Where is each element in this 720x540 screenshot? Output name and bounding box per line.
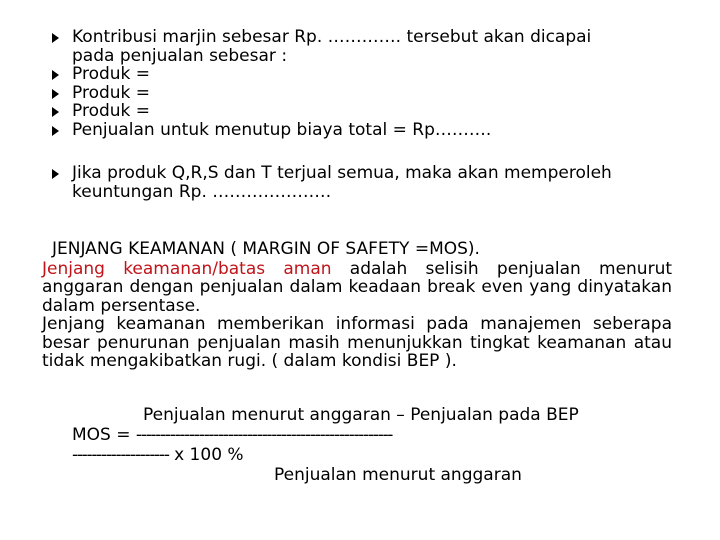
triangle-bullet-icon xyxy=(52,89,59,99)
list-item xyxy=(52,65,692,84)
triangle-bullet-icon xyxy=(52,107,59,117)
list-item xyxy=(52,102,692,121)
highlighted-term: Jenjang keamanan/batas aman xyxy=(42,258,332,279)
triangle-bullet-icon xyxy=(52,126,59,136)
definition-paragraph xyxy=(42,260,672,316)
formula-fraction-line xyxy=(72,425,692,445)
formula-prefix: MOS = xyxy=(72,425,136,445)
formula-numerator: Penjualan menurut anggaran – Penjualan pada BEP xyxy=(143,405,579,425)
list-item-text: Produk = xyxy=(72,64,151,84)
mos-formula xyxy=(72,405,692,485)
list-item xyxy=(52,28,692,65)
bullet-list xyxy=(52,28,692,201)
list-item-text: pada penjualan sebesar : xyxy=(72,45,288,66)
list-item xyxy=(52,164,692,201)
list-item-text: Kontribusi marjin sebesar Rp. …………. tersebut akan dicapai xyxy=(72,27,592,47)
formula-fraction-line-cont xyxy=(72,445,692,465)
list-item-text: Jika produk Q,R,S dan T terjual semua, maka akan memperoleh xyxy=(72,163,612,183)
section-title: JENJANG KEAMANAN ( MARGIN OF SAFETY =MOS). xyxy=(52,239,480,259)
list-item-text: Produk = xyxy=(72,101,151,121)
mos-section xyxy=(42,240,672,371)
info-paragraph: Jenjang keamanan memberikan informasi pada manajemen seberapa besar penurunan penjualan masih menunjukkan tingkat keamanan atau tidak mengakibatkan rugi. ( dalam kondisi BEP ). xyxy=(42,314,672,371)
formula-denominator: Penjualan menurut anggaran xyxy=(274,465,522,485)
triangle-bullet-icon xyxy=(52,70,59,80)
list-item-text: Produk = xyxy=(72,82,151,103)
list-item-text: Penjualan untuk menutup biaya total = Rp………. xyxy=(72,119,492,140)
list-item-text: keuntungan Rp. ………………… xyxy=(72,181,332,202)
formula-multiplier: x 100 % xyxy=(168,445,244,465)
triangle-bullet-icon xyxy=(52,33,59,43)
fraction-dashes: -------------------- xyxy=(72,445,169,465)
list-item xyxy=(52,121,692,140)
fraction-dashes: ----------------------------------------------------- xyxy=(135,425,393,445)
list-item xyxy=(52,84,692,103)
triangle-bullet-icon xyxy=(52,169,59,179)
definition-text: adalah selisih penjualan menurut anggaran dengan penjualan dalam keadaan break even yang dinyatakan dalam persentase. xyxy=(42,258,673,316)
